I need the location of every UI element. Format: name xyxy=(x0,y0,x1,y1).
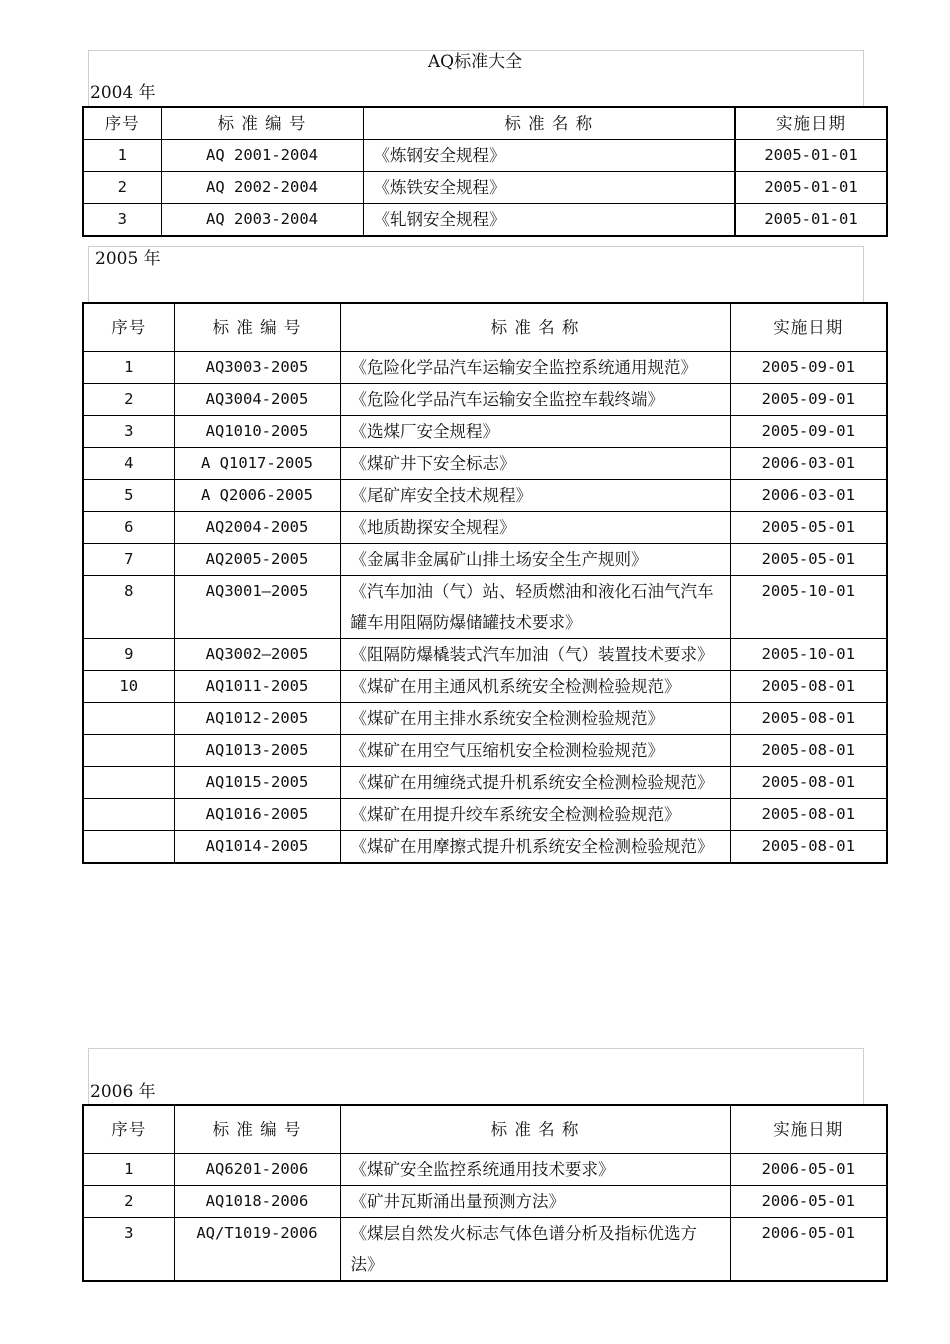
standards-table-2006 xyxy=(82,1104,888,1282)
row-name: 《地质勘探安全规程》 xyxy=(340,511,730,543)
row-seq xyxy=(83,766,174,798)
row-seq: 5 xyxy=(83,479,174,511)
row-code: AQ1015-2005 xyxy=(174,766,340,798)
row-name: 《金属非金属矿山排土场安全生产规则》 xyxy=(340,543,730,575)
row-date: 2005-09-01 xyxy=(730,415,887,447)
table-row xyxy=(83,447,887,479)
row-name: 《危险化学品汽车运输安全监控车载终端》 xyxy=(340,383,730,415)
row-date: 2005-05-01 xyxy=(730,543,887,575)
row-code: AQ3001—2005 xyxy=(174,575,340,638)
row-code: AQ1012-2005 xyxy=(174,702,340,734)
table-row xyxy=(83,415,887,447)
row-name: 《轧钢安全规程》 xyxy=(363,204,735,237)
row-seq: 2 xyxy=(83,1185,174,1217)
row-name: 《危险化学品汽车运输安全监控系统通用规范》 xyxy=(340,351,730,383)
row-code: AQ/T1019-2006 xyxy=(174,1217,340,1281)
row-code: AQ1010-2005 xyxy=(174,415,340,447)
table-row xyxy=(83,1185,887,1217)
header-code: 标 准 编 号 xyxy=(161,107,363,140)
row-code: AQ1018-2006 xyxy=(174,1185,340,1217)
header-seq: 序号 xyxy=(83,1105,174,1153)
header-date: 实施日期 xyxy=(735,107,887,140)
row-code: AQ1011-2005 xyxy=(174,670,340,702)
year-heading-2004: 2004 年 xyxy=(90,83,156,103)
table-row xyxy=(83,734,887,766)
row-code: AQ1016-2005 xyxy=(174,798,340,830)
row-name: 《煤矿在用空气压缩机安全检测检验规范》 xyxy=(340,734,730,766)
row-code: AQ 2001-2004 xyxy=(161,140,363,172)
table-row xyxy=(83,1153,887,1185)
row-code: A Q1017-2005 xyxy=(174,447,340,479)
header-seq: 序号 xyxy=(83,107,161,140)
row-name: 《煤矿在用摩擦式提升机系统安全检测检验规范》 xyxy=(340,830,730,863)
table-row xyxy=(83,204,887,237)
row-name: 《煤矿安全监控系统通用技术要求》 xyxy=(340,1153,730,1185)
header-name: 标 准 名 称 xyxy=(340,303,730,351)
row-seq: 6 xyxy=(83,511,174,543)
row-seq: 4 xyxy=(83,447,174,479)
table-row xyxy=(83,702,887,734)
table-header-row xyxy=(83,107,887,140)
row-seq: 2 xyxy=(83,172,161,204)
row-code: AQ3004-2005 xyxy=(174,383,340,415)
row-seq: 3 xyxy=(83,204,161,237)
row-seq: 8 xyxy=(83,575,174,638)
row-date: 2005-09-01 xyxy=(730,383,887,415)
row-seq: 1 xyxy=(83,351,174,383)
row-seq xyxy=(83,734,174,766)
table-row xyxy=(83,1217,887,1281)
row-seq: 2 xyxy=(83,383,174,415)
row-date: 2005-08-01 xyxy=(730,798,887,830)
row-date: 2005-10-01 xyxy=(730,638,887,670)
row-code: AQ1014-2005 xyxy=(174,830,340,863)
row-date: 2006-03-01 xyxy=(730,479,887,511)
frame-2005 xyxy=(88,246,864,303)
row-name: 《尾矿库安全技术规程》 xyxy=(340,479,730,511)
row-date: 2005-08-01 xyxy=(730,670,887,702)
row-date: 2005-08-01 xyxy=(730,766,887,798)
row-code: AQ2004-2005 xyxy=(174,511,340,543)
row-seq: 1 xyxy=(83,1153,174,1185)
table-row xyxy=(83,511,887,543)
row-code: AQ6201-2006 xyxy=(174,1153,340,1185)
table-row xyxy=(83,830,887,863)
table-row xyxy=(83,543,887,575)
row-code: AQ 2003-2004 xyxy=(161,204,363,237)
row-code: AQ1013-2005 xyxy=(174,734,340,766)
row-name: 《煤矿在用主通风机系统安全检测检验规范》 xyxy=(340,670,730,702)
document-title: AQ标准大全 xyxy=(427,52,523,72)
row-code: AQ2005-2005 xyxy=(174,543,340,575)
table-row xyxy=(83,479,887,511)
header-date: 实施日期 xyxy=(730,303,887,351)
table-row xyxy=(83,172,887,204)
header-name: 标 准 名 称 xyxy=(340,1105,730,1153)
row-date: 2005-05-01 xyxy=(730,511,887,543)
table-row xyxy=(83,351,887,383)
row-code: AQ 2002-2004 xyxy=(161,172,363,204)
row-date: 2006-05-01 xyxy=(730,1185,887,1217)
table-row xyxy=(83,575,887,638)
row-name: 《煤矿井下安全标志》 xyxy=(340,447,730,479)
header-seq: 序号 xyxy=(83,303,174,351)
row-date: 2006-05-01 xyxy=(730,1153,887,1185)
row-code: A Q2006-2005 xyxy=(174,479,340,511)
row-date: 2005-08-01 xyxy=(730,702,887,734)
row-date: 2005-01-01 xyxy=(735,140,887,172)
row-name: 《矿井瓦斯涌出量预测方法》 xyxy=(340,1185,730,1217)
row-code: AQ3002—2005 xyxy=(174,638,340,670)
year-heading-2006: 2006 年 xyxy=(90,1082,156,1102)
row-seq xyxy=(83,702,174,734)
header-code: 标 准 编 号 xyxy=(174,1105,340,1153)
row-date: 2005-09-01 xyxy=(730,351,887,383)
row-date: 2005-01-01 xyxy=(735,172,887,204)
row-seq: 3 xyxy=(83,1217,174,1281)
table-header-row xyxy=(83,1105,887,1153)
row-seq: 10 xyxy=(83,670,174,702)
row-date: 2006-03-01 xyxy=(730,447,887,479)
row-code: AQ3003-2005 xyxy=(174,351,340,383)
row-date: 2005-10-01 xyxy=(730,575,887,638)
table-row xyxy=(83,638,887,670)
table-row xyxy=(83,383,887,415)
row-date: 2005-08-01 xyxy=(730,830,887,863)
header-code: 标 准 编 号 xyxy=(174,303,340,351)
row-name: 《汽车加油（气）站、轻质燃油和液化石油气汽车罐车用阻隔防爆储罐技术要求》 xyxy=(340,575,730,638)
row-seq: 1 xyxy=(83,140,161,172)
header-name: 标 准 名 称 xyxy=(363,107,735,140)
row-date: 2005-01-01 xyxy=(735,204,887,237)
table-row xyxy=(83,140,887,172)
table-header-row xyxy=(83,303,887,351)
table-row xyxy=(83,670,887,702)
table-row xyxy=(83,766,887,798)
row-name: 《煤矿在用缠绕式提升机系统安全检测检验规范》 xyxy=(340,766,730,798)
row-name: 《炼铁安全规程》 xyxy=(363,172,735,204)
row-seq: 3 xyxy=(83,415,174,447)
row-seq xyxy=(83,830,174,863)
standards-table-2004 xyxy=(82,106,888,237)
frame-2006 xyxy=(88,1048,864,1105)
row-name: 《阻隔防爆橇装式汽车加油（气）装置技术要求》 xyxy=(340,638,730,670)
row-name: 《煤矿在用提升绞车系统安全检测检验规范》 xyxy=(340,798,730,830)
row-name: 《选煤厂安全规程》 xyxy=(340,415,730,447)
row-seq xyxy=(83,798,174,830)
table-row xyxy=(83,798,887,830)
row-seq: 9 xyxy=(83,638,174,670)
row-name: 《煤矿在用主排水系统安全检测检验规范》 xyxy=(340,702,730,734)
row-name: 《煤层自然发火标志气体色谱分析及指标优选方法》 xyxy=(340,1217,730,1281)
row-name: 《炼钢安全规程》 xyxy=(363,140,735,172)
year-heading-2005: 2005 年 xyxy=(95,249,161,269)
row-seq: 7 xyxy=(83,543,174,575)
standards-table-2005 xyxy=(82,302,888,864)
row-date: 2006-05-01 xyxy=(730,1217,887,1281)
header-date: 实施日期 xyxy=(730,1105,887,1153)
row-date: 2005-08-01 xyxy=(730,734,887,766)
